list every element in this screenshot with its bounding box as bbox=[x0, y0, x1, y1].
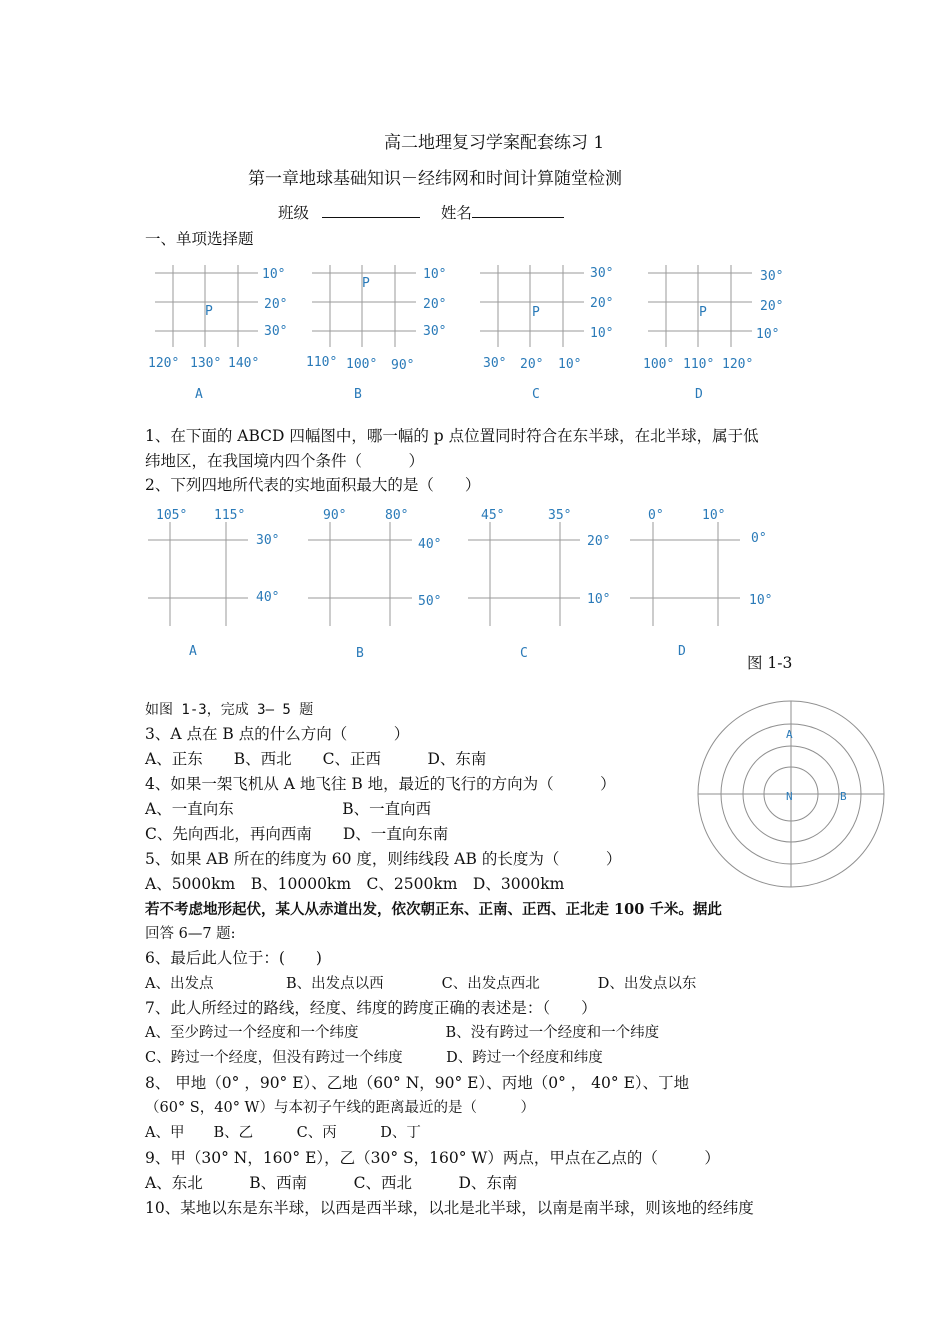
question-8-options: A、甲 B、乙 C、丙 D、丁 bbox=[145, 1125, 421, 1141]
fig1-panel-d bbox=[643, 265, 783, 402]
fig2-b-lon-2: 80° bbox=[385, 508, 409, 523]
fig1-d-lat-3: 10° bbox=[756, 327, 780, 342]
fig2-panel-c bbox=[468, 508, 610, 661]
fig1-c-lat-1: 30° bbox=[590, 266, 614, 281]
fig1-a-point-p: P bbox=[205, 304, 213, 319]
polar-point-n: N bbox=[786, 790, 793, 803]
fig2-d-lat-1: 0° bbox=[751, 531, 767, 546]
fig1-d-point-p: P bbox=[699, 305, 707, 320]
figure-2 bbox=[140, 500, 800, 665]
question-3: 3、A 点在 B 点的什么方向（ ） bbox=[145, 725, 410, 743]
fig2-c-lon-2: 35° bbox=[548, 508, 572, 523]
fig1-c-letter: C bbox=[532, 387, 540, 402]
question-5: 5、如果 AB 所在的纬度为 60 度，则纬线段 AB 的长度为（ ） bbox=[145, 850, 622, 868]
question-3-options: A、正东 B、西北 C、正西 D、东南 bbox=[145, 750, 487, 768]
fig1-d-lon-2: 110° bbox=[683, 357, 715, 372]
fig1-b-lat-2: 20° bbox=[423, 297, 447, 312]
fig1-b-lon-1: 110° bbox=[306, 355, 338, 370]
question-5-options: A、5000km B、10000km C、2500km D、3000km bbox=[145, 875, 565, 893]
fig1-b-point-p: P bbox=[362, 276, 370, 291]
class-label: 班级 bbox=[278, 204, 310, 222]
fig1-d-lat-2: 20° bbox=[760, 299, 784, 314]
name-blank[interactable] bbox=[472, 203, 564, 218]
fig2-d-lon-2: 10° bbox=[702, 508, 726, 523]
fig1-b-lat-1: 10° bbox=[423, 267, 447, 282]
fig2-a-lat-2: 40° bbox=[256, 590, 280, 605]
fig1-a-lon-2: 130° bbox=[190, 356, 222, 371]
polar-point-b: B bbox=[840, 790, 847, 803]
fig2-c-lat-2: 10° bbox=[587, 592, 611, 607]
fig1-b-lon-3: 90° bbox=[391, 358, 415, 373]
fig2-a-lon-2: 115° bbox=[214, 508, 246, 523]
fig2-c-lat-1: 20° bbox=[587, 534, 611, 549]
fig1-a-lat-1: 10° bbox=[262, 267, 286, 282]
page-subtitle: 第一章地球基础知识－经纬网和时间计算随堂检测 bbox=[248, 169, 622, 189]
fig1-d-lon-1: 100° bbox=[643, 357, 675, 372]
fig1-c-lon-2: 20° bbox=[520, 357, 544, 372]
question-8-line-2: （60° S，40° W）与本初子午线的距离最近的是（ ） bbox=[145, 1100, 535, 1116]
instruction-6-7-line-2: 回答 6—7 题: bbox=[145, 926, 236, 942]
instruction-3-5: 如图 1-3，完成 3— 5 题 bbox=[145, 702, 314, 718]
fig1-c-lon-3: 10° bbox=[558, 357, 582, 372]
fig1-c-point-p: P bbox=[532, 305, 540, 320]
question-7-options-2: C、跨过一个经度，但没有跨过一个纬度 D、跨过一个经度和纬度 bbox=[145, 1050, 603, 1066]
fig2-b-lon-1: 90° bbox=[323, 508, 347, 523]
question-1-line-1: 1、在下面的 ABCD 四幅图中，哪一幅的 p 点位置同时符合在东半球，在北半球，属于低 bbox=[145, 427, 759, 445]
fig1-a-letter: A bbox=[195, 387, 203, 402]
fig1-c-lat-2: 20° bbox=[590, 296, 614, 311]
fig2-a-letter: A bbox=[189, 644, 197, 659]
fig1-a-lon-3: 140° bbox=[228, 356, 260, 371]
fig2-d-letter: D bbox=[678, 644, 686, 659]
question-4-options-1: A、一直向东 B、一直向西 bbox=[145, 800, 432, 818]
fig2-d-lon-1: 0° bbox=[648, 508, 664, 523]
fig2-a-lon-1: 105° bbox=[156, 508, 188, 523]
fig1-b-lat-3: 30° bbox=[423, 324, 447, 339]
fig1-d-lon-3: 120° bbox=[722, 357, 754, 372]
fig2-panel-b bbox=[308, 508, 441, 661]
class-name-row bbox=[278, 201, 564, 223]
fig1-a-lon-1: 120° bbox=[148, 356, 180, 371]
question-7-options-1: A、至少跨过一个经度和一个纬度 B、没有跨过一个经度和一个纬度 bbox=[145, 1025, 660, 1041]
fig2-b-lat-2: 50° bbox=[418, 594, 442, 609]
fig1-d-lat-1: 30° bbox=[760, 269, 784, 284]
fig1-c-lat-3: 10° bbox=[590, 326, 614, 341]
fig1-b-lon-2: 100° bbox=[346, 357, 378, 372]
fig2-a-lat-1: 30° bbox=[256, 533, 280, 548]
polar-diagram bbox=[692, 700, 892, 890]
class-blank[interactable] bbox=[322, 203, 420, 218]
instruction-6-7-line-1: 若不考虑地形起伏，某人从赤道出发，依次朝正东、正南、正西、正北走 100 千米。据此 bbox=[145, 901, 722, 918]
question-7: 7、此人所经过的路线，经度、纬度的跨度正确的表述是：（ ） bbox=[145, 999, 597, 1017]
fig2-c-letter: C bbox=[520, 646, 528, 661]
fig2-b-lat-1: 40° bbox=[418, 537, 442, 552]
question-1-line-2: 纬地区，在我国境内四个条件（ ） bbox=[145, 452, 425, 470]
question-2: 2、下列四地所代表的实地面积最大的是（ ） bbox=[145, 476, 481, 494]
fig1-a-lat-3: 30° bbox=[264, 324, 288, 339]
fig1-panel-b bbox=[306, 265, 446, 402]
fig2-d-lat-2: 10° bbox=[749, 593, 773, 608]
fig1-d-letter: D bbox=[695, 387, 703, 402]
figure-1 bbox=[140, 255, 800, 410]
fig2-b-letter: B bbox=[356, 646, 364, 661]
fig1-b-letter: B bbox=[354, 387, 362, 402]
fig1-panel-a bbox=[148, 265, 287, 402]
name-label: 姓名 bbox=[440, 204, 472, 222]
question-10: 10、某地以东是东半球，以西是西半球，以北是北半球，以南是南半球，则该地的经纬度 bbox=[145, 1199, 754, 1217]
section-heading: 一、单项选择题 bbox=[145, 230, 254, 248]
fig1-panel-c bbox=[480, 265, 613, 402]
fig2-panel-d bbox=[630, 508, 772, 659]
fig1-a-lat-2: 20° bbox=[264, 297, 288, 312]
question-9: 9、甲（30° N，160° E），乙（30° S，160° W）两点，甲点在乙点的（ ） bbox=[145, 1149, 720, 1167]
fig2-c-lon-1: 45° bbox=[481, 508, 505, 523]
page-title: 高二地理复习学案配套练习 1 bbox=[384, 133, 605, 153]
question-4-options-2: C、先向西北，再向西南 D、一直向东南 bbox=[145, 825, 449, 843]
question-6: 6、最后此人位于：( ) bbox=[145, 949, 322, 967]
fig1-c-lon-1: 30° bbox=[483, 356, 507, 371]
polar-point-a: A bbox=[786, 728, 793, 741]
question-6-options: A、出发点 B、出发点以西 C、出发点西北 D、出发点以东 bbox=[145, 976, 697, 992]
question-4: 4、如果一架飞机从 A 地飞往 B 地，最近的飞行的方向为（ ） bbox=[145, 775, 616, 793]
question-8-line-1: 8、 甲地（0° ，90° E）、乙地（60° N，90° E）、丙地（0° ， 40° E）、丁地 bbox=[145, 1074, 690, 1092]
figure-caption: 图 1-3 bbox=[747, 654, 793, 672]
fig2-panel-a bbox=[148, 508, 279, 659]
question-9-options: A、东北 B、西南 C、西北 D、东南 bbox=[145, 1174, 518, 1192]
